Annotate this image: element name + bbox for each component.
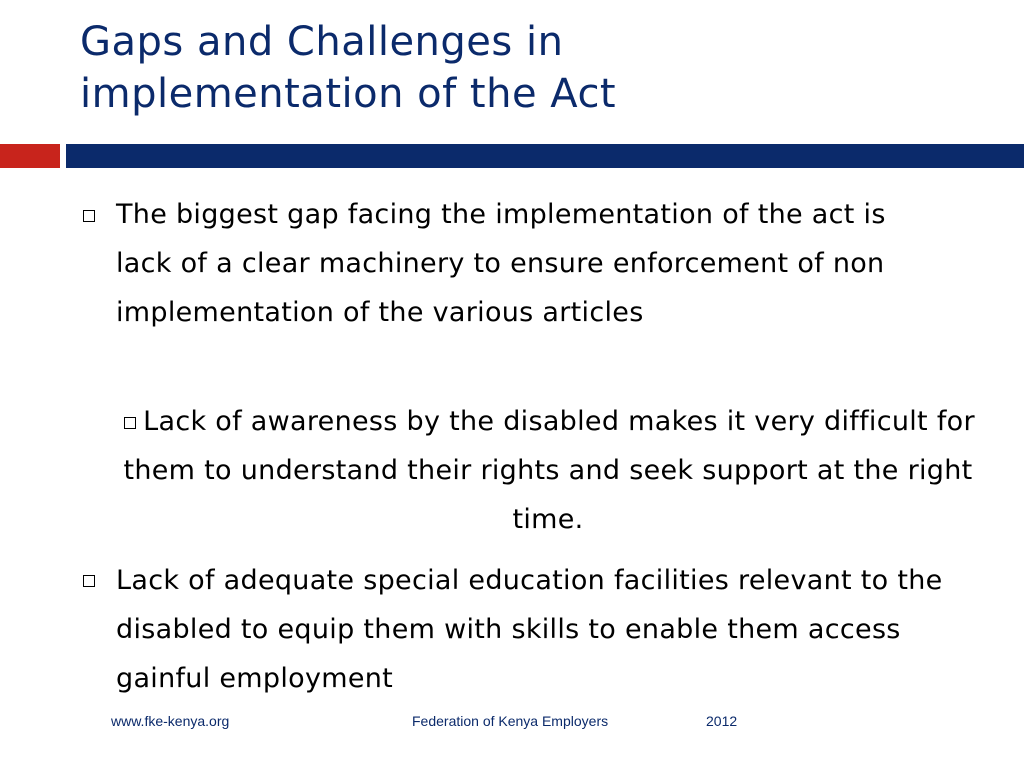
bullet-item-3: Lack of adequate special education facilities relevant to the disabled to equip them with skills to enable them access gainful employment [116,565,943,694]
slide-title-line-1: Gaps and Challenges in [80,19,564,65]
bullet-item-2-text: Lack of awareness by the disabled makes it very difficult for them to understand their rights and seek support at the right time. [123,406,975,535]
hollow-square-bullet-icon [83,575,95,587]
footer-website-url: www.fke-kenya.org [111,713,230,729]
hollow-square-bullet-icon [83,210,95,222]
footer-organization: Federation of Kenya Employers [412,713,609,729]
bullet-item-1: The biggest gap facing the implementation of the act is lack of a clear machinery to ensure enforcement of non implementation of the various articles [116,199,886,328]
slide-title-line-2: implementation of the Act [80,71,617,117]
bullet-item-2 [118,397,978,544]
footer-year: 2012 [706,713,738,729]
